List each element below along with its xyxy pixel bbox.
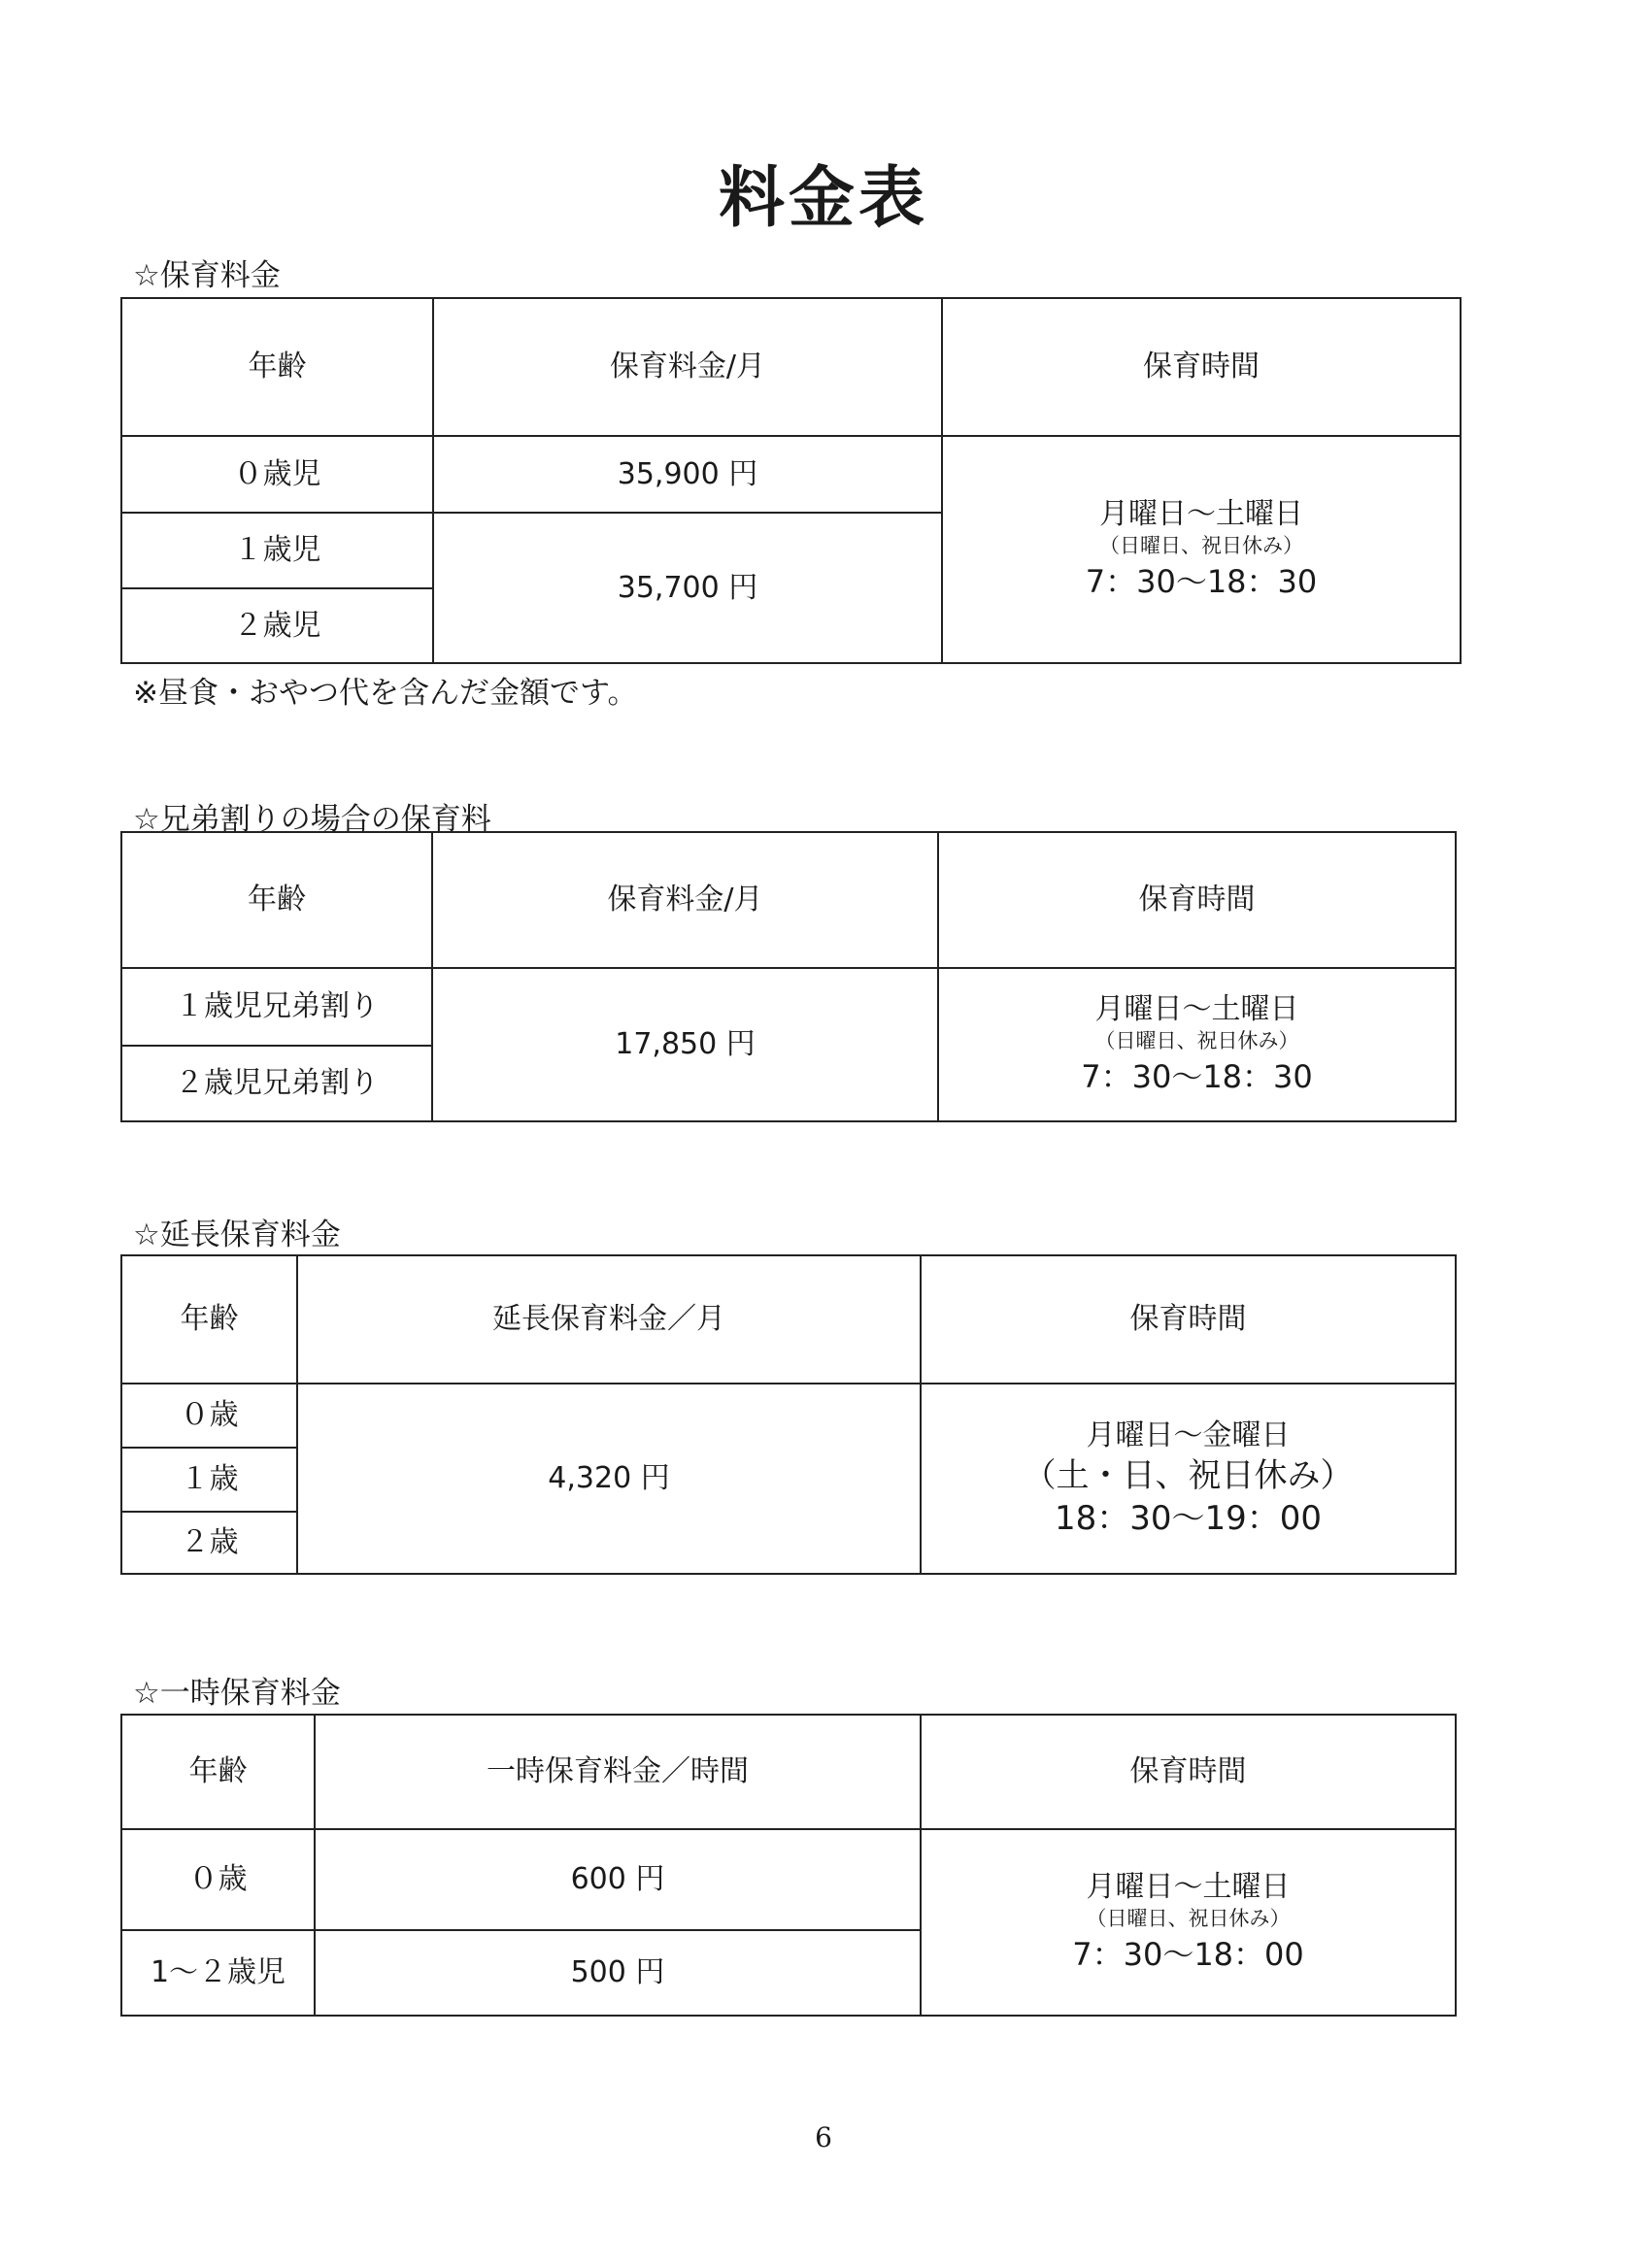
hours-cell	[941, 435, 1460, 662]
hours-cell	[920, 1383, 1455, 1573]
header-monthly-fee: 保育料金/月	[432, 299, 941, 435]
age-cell: １歳児兄弟割り	[122, 967, 431, 1045]
age-cell: １歳児	[122, 512, 432, 587]
header-age: 年齢	[248, 350, 307, 384]
age-cell: ０歳児	[122, 435, 432, 512]
age-cell: ２歳児	[122, 587, 432, 662]
fee-cell: 4,320 円	[296, 1383, 920, 1573]
age-cell: 1～２歳児	[122, 1929, 314, 2015]
section-heading-extended-care: ☆延長保育料金	[133, 1217, 341, 1252]
age-cell: ２歳児兄弟割り	[122, 1045, 431, 1120]
hours-days: 月曜日～土曜日	[1094, 991, 1299, 1026]
hours-time: 7：30～18：30	[1081, 1057, 1313, 1095]
temporary-care-table	[120, 1714, 1457, 2017]
header-hours: 保育時間	[941, 299, 1460, 435]
header-hours: 保育時間	[937, 833, 1455, 967]
fee-note: ※昼食・おやつ代を含んだ金額です。	[133, 676, 638, 711]
age-cell: ２歳	[122, 1511, 296, 1573]
hours-days: 月曜日～金曜日	[1086, 1418, 1291, 1453]
hours-days: 月曜日～土曜日	[1099, 496, 1303, 531]
fee-cell: 17,850 円	[431, 967, 937, 1120]
section-heading-childcare-fee: ☆保育料金	[133, 258, 281, 293]
header-hours: 保育時間	[920, 1256, 1455, 1383]
extended-care-table	[120, 1254, 1457, 1575]
age-cell: １歳	[122, 1447, 296, 1511]
hours-cell	[937, 967, 1455, 1120]
fee-cell: 35,700 円	[432, 512, 941, 662]
header-monthly-fee: 延長保育料金／月	[296, 1256, 920, 1383]
header-age: 年齢	[180, 1302, 239, 1337]
hours-closed: （日曜日、祝日休み）	[1099, 534, 1303, 558]
hours-days: 月曜日～土曜日	[1086, 1869, 1291, 1904]
age-cell: ０歳	[122, 1383, 296, 1447]
page-number: 6	[815, 2121, 832, 2153]
hours-time: 7：30～18：00	[1072, 1935, 1304, 1973]
childcare-fee-table	[120, 297, 1462, 664]
header-monthly-fee: 保育料金/月	[431, 833, 937, 967]
hours-time: 18：30～19：00	[1054, 1498, 1323, 1538]
header-hourly-fee: 一時保育料金／時間	[314, 1716, 920, 1828]
hours-cell	[920, 1828, 1455, 2015]
header-age: 年齢	[188, 1754, 248, 1789]
fee-cell: 500 円	[314, 1929, 920, 2015]
header-age: 年齢	[248, 883, 306, 917]
hours-closed: （日曜日、祝日休み）	[1086, 1907, 1291, 1931]
hours-closed: （土・日、祝日休み）	[1023, 1455, 1354, 1495]
age-cell: ０歳	[122, 1828, 314, 1929]
fee-cell: 35,900 円	[432, 435, 941, 512]
hours-time: 7：30～18：30	[1085, 562, 1318, 600]
page-title: 料金表	[718, 160, 928, 237]
section-heading-temporary-care: ☆一時保育料金	[133, 1676, 341, 1711]
header-hours: 保育時間	[920, 1716, 1455, 1828]
sibling-discount-table	[120, 831, 1457, 1122]
hours-closed: （日曜日、祝日休み）	[1094, 1029, 1299, 1053]
section-heading-sibling-discount: ☆兄弟割りの場合の保育料	[133, 802, 491, 837]
fee-cell: 600 円	[314, 1828, 920, 1929]
